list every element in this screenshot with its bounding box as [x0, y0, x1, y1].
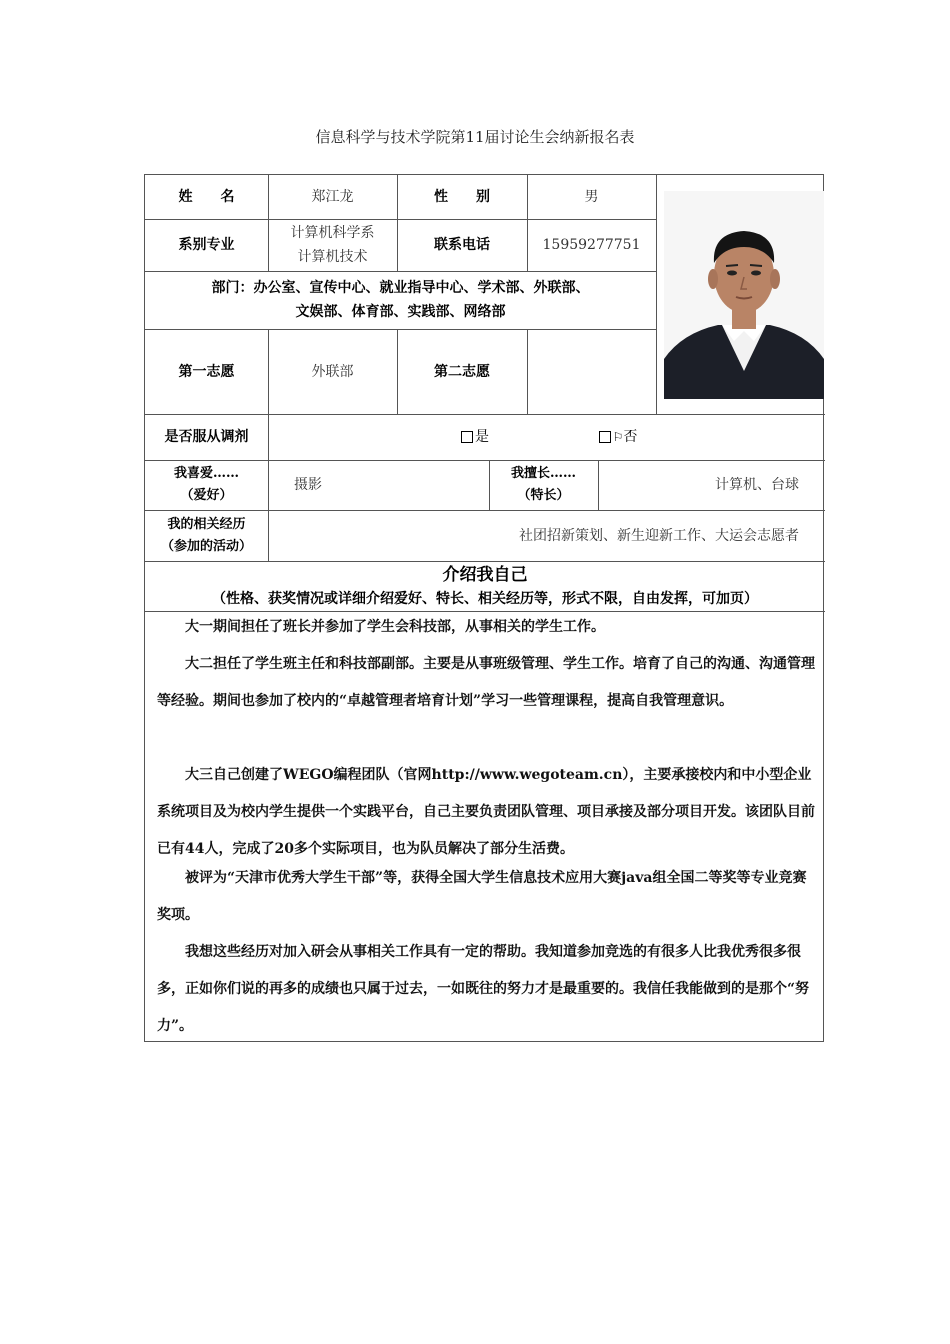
- checkbox-icon: [461, 431, 473, 443]
- registration-form: [144, 174, 824, 1042]
- departments-list: [145, 271, 656, 329]
- hobby-value: 摄影: [294, 477, 322, 493]
- checkbox-icon: [599, 431, 611, 443]
- phone-label: 联系电话: [434, 237, 490, 253]
- experience-label-line: 我的相关经历: [167, 516, 246, 532]
- skill-label-line: 我擅长……: [510, 466, 576, 481]
- experience-label: [145, 510, 268, 561]
- intro-paragraph: 被评为“天津市优秀大学生干部”等，获得全国大学生信息技术应用大赛java组全国二等奖等专业竞赛奖项。: [157, 870, 807, 923]
- intro-subtitle: （性格、获奖情况或详细介绍爱好、特长、相关经历等，形式不限，自由发挥，可加页）: [212, 591, 758, 607]
- brow-shape: [726, 265, 738, 266]
- grid-line: [145, 561, 825, 562]
- name-label: 姓 名: [178, 189, 235, 205]
- grid-line: [656, 175, 657, 414]
- brow-shape: [750, 265, 762, 266]
- second-choice-label: 第二志愿: [434, 363, 490, 380]
- applicant-photo: [664, 191, 824, 399]
- first-choice-value: 外联部: [311, 363, 354, 380]
- form-title: 信息科学与技术学院第11届讨论生会纳新报名表: [315, 128, 635, 146]
- adjust-label: 是否服从调剂: [164, 429, 249, 445]
- adjust-yes-option[interactable]: [455, 414, 495, 460]
- skill-value: 计算机、台球: [715, 477, 799, 493]
- eye-shape: [751, 271, 761, 276]
- experience-label-line: （参加的活动）: [160, 538, 252, 554]
- eye-shape: [727, 271, 737, 276]
- major-value: [268, 219, 397, 271]
- flag-icon: ⚐: [612, 430, 624, 444]
- skill-label-line: （特长）: [517, 488, 570, 503]
- second-choice-value: [527, 329, 656, 414]
- adjust-no-option[interactable]: [591, 414, 645, 460]
- hobby-label: [145, 460, 268, 510]
- intro-paragraph: 大三自己创建了WEGO编程团队（官网http://www.wegoteam.cn），主要承接校内和中小型企业系统项目及为校内学生提供一个实践平台，自己主要负责团队管理、项目承接及部分项目开发。该团队目前已有44人，完成了20多个实际项目，也为队员解决了部分生活费。: [157, 767, 815, 857]
- adjust-no-label: 否: [623, 429, 638, 445]
- name-value: 郑江龙: [311, 189, 354, 205]
- major-value-line: 计算机技术: [297, 249, 368, 265]
- experience-value: 社团招新策划、新生迎新工作、大运会志愿者: [519, 527, 799, 544]
- gender-value: 男: [584, 189, 599, 205]
- adjust-yes-label: 是: [475, 429, 489, 445]
- hobby-label-line: （爱好）: [180, 488, 233, 503]
- portrait-image: [664, 191, 824, 399]
- intro-title: 介绍我自己: [442, 565, 528, 585]
- departments-line: 文娱部、体育部、实践部、网络部: [295, 304, 506, 320]
- major-label: 系别专业: [178, 237, 235, 253]
- intro-paragraph: 大二担任了学生班主任和科技部副部。主要是从事班级管理、学生工作。培育了自己的沟通、沟通管理等经验。期间也参加了校内的“卓越管理者培育计划”学习一些管理课程，提高自我管理意识。: [157, 656, 815, 709]
- intro-paragraph: 我想这些经历对加入研会从事相关工作具有一定的帮助。我知道参加竞选的有很多人比我优秀很多很多，正如你们说的再多的成绩也只属于过去，一如既往的努力才是最重要的。我信任我能做到的是那个“努力”。: [157, 944, 810, 1034]
- skill-label: [489, 460, 598, 510]
- phone-value: 15959277751: [542, 237, 641, 253]
- ear-shape: [708, 269, 718, 289]
- hobby-label-line: 我喜爱……: [173, 466, 239, 481]
- departments-line: 部门：办公室、宣传中心、就业指导中心、学术部、外联部、: [211, 280, 590, 296]
- ear-shape: [770, 269, 780, 289]
- intro-paragraph: 大一期间担任了班长并参加了学生会科技部，从事相关的学生工作。: [185, 619, 605, 635]
- first-choice-label: 第一志愿: [178, 363, 235, 380]
- gender-label: 性 别: [434, 189, 490, 205]
- major-value-line: 计算机科学系: [290, 225, 375, 241]
